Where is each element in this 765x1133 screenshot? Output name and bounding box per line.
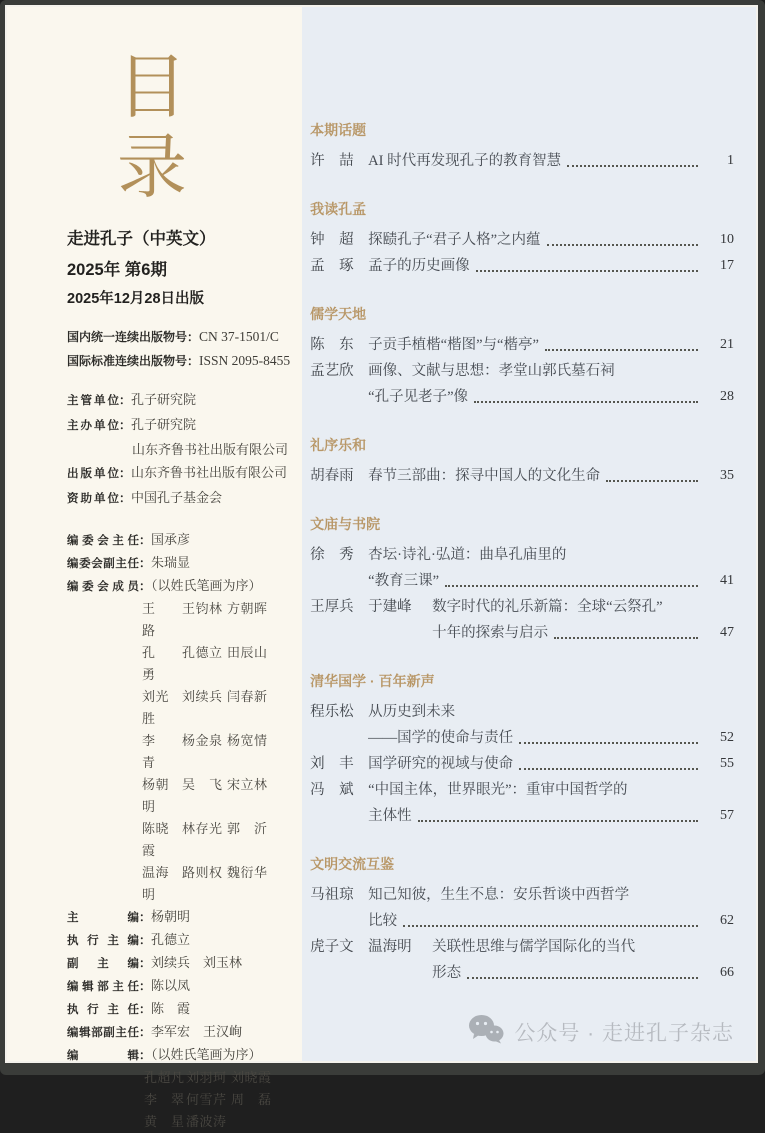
toc-item-title-line2: 比较: [368, 913, 398, 929]
masthead-row-funder: [67, 486, 290, 511]
member-name: 杨金泉: [182, 733, 223, 748]
section-header: 儒学天地: [310, 306, 367, 322]
toc-item-title: 国学研究的视域与使命: [368, 756, 514, 772]
toc-item-title-line2: 形态: [432, 965, 462, 981]
dot-leader: [403, 925, 698, 927]
toc-item: [310, 463, 734, 489]
wechat-icon: [468, 1014, 504, 1049]
dot-leader: [567, 165, 698, 167]
toc-item: [310, 253, 734, 279]
member-name: 闫春新: [227, 689, 268, 704]
page-number: 52: [720, 730, 734, 745]
staff-row-dept-deputy-director: [67, 1021, 290, 1044]
toc-item-title-line2: 十年的探索与启示: [432, 625, 549, 641]
page-number: 35: [720, 468, 734, 483]
member-name: 刘续兵: [182, 689, 223, 704]
issue-number: 2025年 第6期: [67, 261, 167, 279]
row-value: 朱瑞显: [151, 555, 191, 570]
editor-name: 黄 星: [144, 1114, 185, 1129]
editor-name: 李 翠: [144, 1092, 185, 1107]
cn-value: CN 37-1501/C: [199, 329, 279, 344]
member-name: 方朝晖: [227, 601, 268, 616]
toc-item: [310, 699, 734, 751]
toc-item: [310, 934, 734, 986]
toc-item-title: “中国主体，世界眼光”：重审中国哲学的: [368, 782, 628, 798]
colon: ：: [119, 466, 132, 480]
toc-item-authors: 陈 东: [310, 337, 354, 353]
row-label: 编委会成员: [67, 581, 139, 593]
page-number: 66: [720, 965, 734, 980]
staff-row-executive-director: [67, 998, 290, 1021]
issn-number-row: [67, 349, 290, 373]
staff-row-dept-director: [67, 975, 290, 998]
dot-leader: [418, 820, 698, 822]
toc-section: [310, 196, 734, 279]
dot-leader: [545, 349, 698, 351]
member-name: 陈晓霞: [142, 821, 170, 858]
member-name: 宋立林: [227, 777, 268, 792]
row-label: 编委会主任: [67, 535, 139, 547]
member-name: 王钧林: [182, 601, 223, 616]
editor-name: 何雪芹: [186, 1092, 227, 1107]
editorial-board: [67, 529, 290, 906]
toc-item-authors: 刘 丰: [310, 756, 354, 772]
toc-item-title: 子贡手植楷“楷图”与“楷亭”: [368, 337, 539, 353]
staff-row-executive-chief-editor: [67, 929, 290, 952]
page-number: 17: [720, 258, 734, 273]
editor-name: 刘羽珂: [186, 1070, 227, 1085]
editor-name: 刘晓霞: [231, 1070, 272, 1085]
toc-item-title: 关联性思维与儒学国际化的当代: [432, 939, 636, 955]
row-value: 孔子研究院: [131, 392, 197, 407]
colon: ：: [139, 1048, 152, 1062]
masthead-row-supervisor: [67, 388, 290, 413]
toc-item: [310, 882, 734, 934]
board-row-director: [67, 529, 290, 552]
row-label: 编辑: [67, 1050, 139, 1062]
toc-item-title-line2: “孔子见老子”像: [368, 389, 469, 405]
toc-item-title: 杏坛·诗礼·弘道：曲阜孔庙里的: [368, 547, 567, 563]
masthead-row-publisher: [67, 461, 290, 486]
toc-section: [310, 117, 734, 174]
masthead: [67, 388, 290, 511]
publish-date: 2025年12月28日出版: [67, 291, 205, 307]
colon: ：: [119, 491, 132, 505]
colon: ：: [139, 956, 152, 970]
staff-list: [67, 906, 290, 1133]
toc-item: [310, 594, 734, 646]
toc-item-title: 春节三部曲：探寻中国人的文化生命: [368, 468, 601, 484]
member-name: 吴 飞: [182, 777, 223, 792]
toc-section: [310, 668, 734, 829]
row-value: 刘续兵 刘玉林: [151, 955, 243, 970]
row-label: 执行主编: [67, 935, 139, 947]
toc-section: [310, 851, 734, 986]
row-value: 山东齐鲁书社出版有限公司: [131, 465, 288, 480]
toc-item-title: 画像、文献与思想：孝堂山郭氏墓石祠: [368, 363, 615, 379]
toc-item: [310, 148, 734, 174]
section-header: 文庙与书院: [310, 516, 381, 532]
toc-item-authors: 程乐松: [310, 704, 354, 720]
toc-item-authors: 许 喆: [310, 153, 354, 169]
page-title-char-1: 目: [117, 50, 187, 127]
toc-item-title: AI 时代再发现孔子的教育智慧: [368, 153, 562, 169]
cn-label: 国内统一连续出版物号: [67, 330, 188, 344]
editor-name: 潘波涛: [186, 1114, 227, 1129]
member-name: 路则权: [182, 865, 223, 880]
toc-item-authors: 虎子文 温海明: [310, 939, 412, 955]
member-name: 孔德立: [182, 645, 223, 660]
colon: ：: [119, 418, 132, 432]
row-value: 孔德立: [151, 932, 191, 947]
row-label: 资助单位: [67, 493, 119, 505]
dot-leader: [445, 585, 698, 587]
colon: ：: [187, 354, 200, 368]
page-number: 55: [720, 756, 734, 771]
toc-item-authors: 钟 超: [310, 232, 354, 248]
row-value: 中国孔子基金会: [131, 490, 223, 505]
member-name: 王 路: [142, 601, 170, 638]
page-title: [67, 49, 237, 209]
row-label: 执行主任: [67, 1004, 139, 1016]
dot-leader: [519, 768, 698, 770]
colon: ：: [139, 933, 152, 947]
dot-leader: [547, 244, 698, 246]
page-number: 28: [720, 389, 734, 404]
toc-item-authors: 王厚兵 于建峰: [310, 599, 412, 615]
row-value: （以姓氏笔画为序）: [151, 1047, 262, 1062]
staff-row-editors: [67, 1044, 290, 1067]
section-header: 文明交流互鉴: [310, 856, 395, 872]
toc-section: [310, 432, 734, 489]
colon: ：: [187, 330, 200, 344]
toc-item-title-line2: 主体性: [368, 808, 412, 824]
toc-item-title: 从历史到未来: [368, 704, 456, 720]
dot-leader: [467, 977, 698, 979]
member-name: 刘光胜: [142, 689, 170, 726]
member-name: 郭 沂: [227, 821, 268, 836]
dot-leader: [606, 480, 698, 482]
member-name: 杨宽情: [227, 733, 268, 748]
toc-item: [310, 358, 734, 410]
row-label: 副主编: [67, 958, 139, 970]
editor-name: 周 磊: [231, 1092, 272, 1107]
section-header: 本期话题: [310, 122, 367, 138]
toc-item: [310, 227, 734, 253]
staff-row-deputy-chief-editor: [67, 952, 290, 975]
toc-item: [310, 542, 734, 594]
watermark-text: 公众号 · 走进孔子杂志: [514, 1021, 734, 1045]
colon: ：: [139, 533, 152, 547]
toc-item-title: 孟子的历史画像: [368, 258, 470, 274]
section-header: 礼序乐和: [310, 437, 367, 453]
row-label: 编辑部副主任: [67, 1027, 139, 1039]
section-header: 清华国学 · 百年新声: [310, 673, 435, 689]
toc-section: [310, 511, 734, 646]
page-number: 47: [720, 625, 734, 640]
serial-numbers: [67, 325, 290, 373]
toc-item-authors: 冯 斌: [310, 782, 354, 798]
row-label: 编辑部主任: [67, 981, 139, 993]
row-value: 陈 霞: [151, 1001, 191, 1016]
row-label: 主办单位: [67, 420, 119, 432]
board-members-grid: [142, 598, 290, 906]
row-value: 孔子研究院: [131, 417, 197, 432]
row-value: 陈以凤: [151, 978, 191, 993]
toc-item-authors: 孟 琢: [310, 258, 354, 274]
dot-leader: [519, 742, 698, 744]
row-label: 主编: [67, 912, 139, 924]
page-title-char-2: 录: [117, 130, 187, 207]
colon: ：: [139, 1025, 152, 1039]
journal-name: 走进孔子（中英文）: [67, 230, 216, 248]
toc-item-title-line2: ——国学的使命与责任: [368, 730, 514, 746]
member-name: 温海明: [142, 865, 170, 902]
dot-leader: [474, 401, 698, 403]
member-name: 林存光: [182, 821, 223, 836]
toc-item: [310, 751, 734, 777]
page-number: 1: [727, 153, 734, 168]
toc-panel: [302, 7, 756, 1061]
dot-leader: [476, 270, 698, 272]
toc-section: [310, 301, 734, 410]
member-name: 杨朝明: [142, 777, 170, 814]
toc-item-title-line2: “教育三课”: [368, 573, 440, 589]
member-name: 李 青: [142, 733, 170, 770]
page-number: 21: [720, 337, 734, 352]
toc-item-authors: 徐 秀: [310, 547, 354, 563]
page-number: 41: [720, 573, 734, 588]
member-name: 田辰山: [227, 645, 268, 660]
colon: ：: [139, 556, 152, 570]
issn-label: 国际标准连续出版物号: [67, 354, 188, 368]
section-header: 我读孔孟: [310, 201, 367, 217]
colon: ：: [139, 579, 152, 593]
board-row-members: [67, 575, 290, 598]
toc-item: [310, 777, 734, 829]
dot-leader: [554, 637, 698, 639]
wechat-watermark: [468, 1014, 734, 1049]
row-value: 山东齐鲁书社出版有限公司: [132, 442, 289, 457]
colon: ：: [119, 393, 132, 407]
toc-item-authors: 胡春雨: [310, 468, 354, 484]
page-number: 57: [720, 808, 734, 823]
colon: ：: [139, 1002, 152, 1016]
toc-item-authors: 孟艺欣: [310, 363, 354, 379]
row-label: 主管单位: [67, 395, 119, 407]
left-panel: [7, 7, 302, 1129]
masthead-row-sponsor-cont: [67, 438, 290, 461]
row-label: 出版单位: [67, 468, 119, 480]
editor-name: 孔超凡: [144, 1070, 185, 1085]
row-value: 国承彦: [151, 532, 191, 547]
issn-value: ISSN 2095-8455: [199, 353, 291, 368]
toc-item-title: 探赜孔子“君子人格”之内蕴: [368, 232, 541, 248]
toc-item-authors: 马祖琼: [310, 887, 354, 903]
page-number: 10: [720, 232, 734, 247]
staff-row-chief-editor: [67, 906, 290, 929]
editors-grid: [144, 1067, 290, 1133]
toc-item-title: 知己知彼，生生不息：安乐哲谈中西哲学: [368, 887, 630, 903]
toc-page: [5, 5, 758, 1129]
member-name: 孔 勇: [142, 645, 170, 682]
board-row-deputy-director: [67, 552, 290, 575]
masthead-row-sponsor: [67, 413, 290, 438]
colon: ：: [139, 910, 152, 924]
colon: ：: [139, 979, 152, 993]
cn-number-row: [67, 325, 290, 349]
toc-item-title: 数字时代的礼乐新篇：全球“云祭孔”: [432, 599, 663, 615]
row-value: 杨朝明: [151, 909, 191, 924]
toc-item: [310, 332, 734, 358]
member-name: 魏衍华: [227, 865, 268, 880]
row-value: 李军宏 王汉峋: [151, 1024, 243, 1039]
page-number: 62: [720, 913, 734, 928]
row-label: 编委会副主任: [67, 558, 139, 570]
row-value: （以姓氏笔画为序）: [151, 578, 262, 593]
